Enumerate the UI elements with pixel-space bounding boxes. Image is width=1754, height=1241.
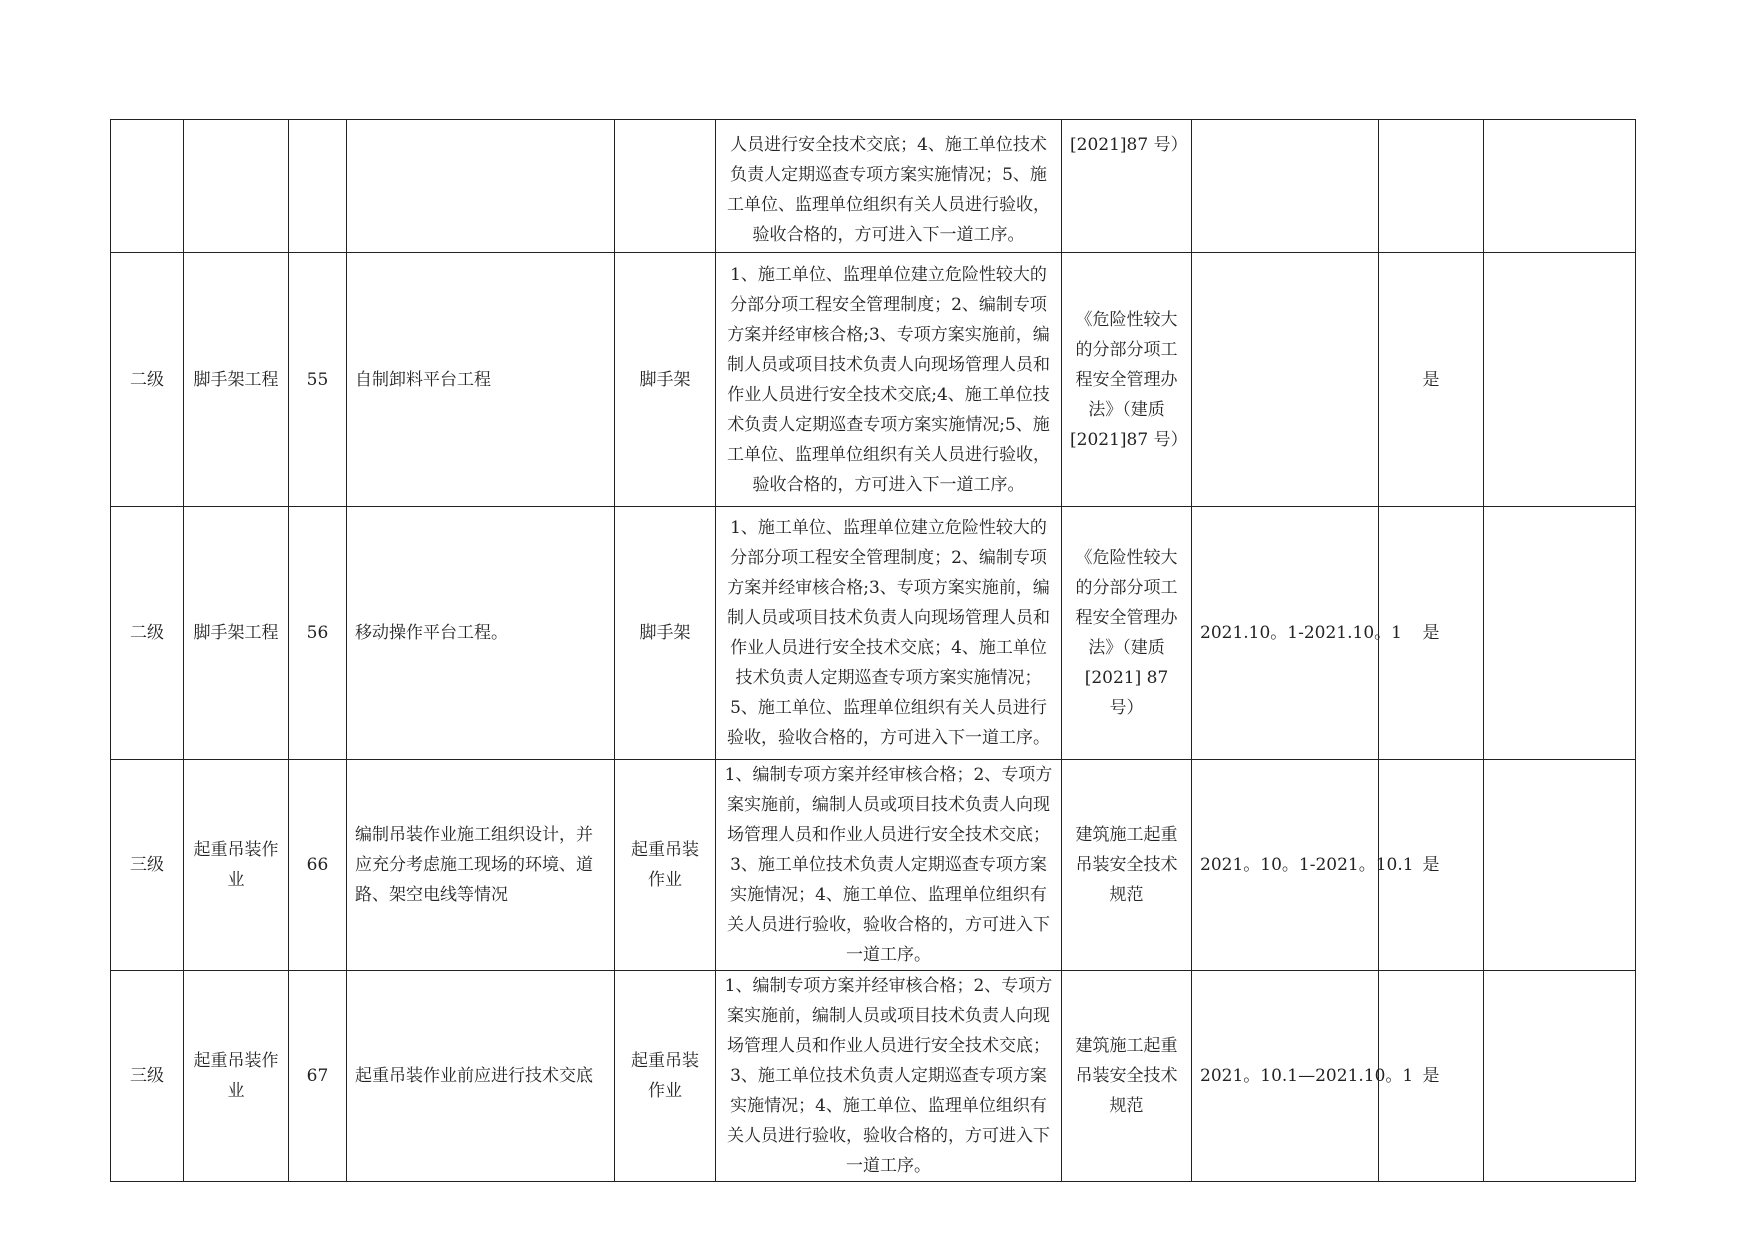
number-cell (289, 120, 347, 253)
flag-cell: 是 (1379, 507, 1484, 760)
item-cell: 移动操作平台工程。 (347, 507, 615, 760)
item-cell: 编制吊装作业施工组织设计，并应充分考虑施工现场的环境、道路、架空电线等情况 (347, 760, 615, 971)
level-cell (111, 120, 184, 253)
category-cell: 脚手架工程 (184, 507, 289, 760)
basis-cell: [2021]87 号） (1062, 120, 1192, 253)
item-cell (347, 120, 615, 253)
measures-cell: 1、施工单位、监理单位建立危险性较大的分部分项工程安全管理制度；2、编制专项方案并经审核合格;3、专项方案实施前，编制人员或项目技术负责人向现场管理人员和作业人员进行安全技术交底；4、施工单位技术负责人定期巡查专项方案实施情况；5、施工单位、监理单位组织有关人员进行验收，验收合格的，方可进入下一道工序。 (716, 507, 1062, 760)
category-cell: 脚手架工程 (184, 253, 289, 507)
basis-cell: 《危险性较大的分部分项工程安全管理办法》（建质[2021]87 号） (1062, 253, 1192, 507)
place-cell: 起重吊装作业 (615, 760, 716, 971)
hazard-control-table (110, 119, 1636, 1182)
category-cell: 起重吊装作业 (184, 760, 289, 971)
measures-cell: 1、编制专项方案并经审核合格；2、专项方案实施前，编制人员或项目技术负责人向现场管理人员和作业人员进行安全技术交底；3、施工单位技术负责人定期巡查专项方案实施情况；4、施工单位、监理单位组织有关人员进行验收，验收合格的，方可进入下一道工序。 (716, 971, 1062, 1182)
table-row (111, 971, 1636, 1182)
flag-cell: 是 (1379, 971, 1484, 1182)
remark-cell (1484, 507, 1636, 760)
number-cell: 56 (289, 507, 347, 760)
basis-cell: 《危险性较大的分部分项工程安全管理办法》（建质[2021] 87 号） (1062, 507, 1192, 760)
remark-cell (1484, 971, 1636, 1182)
basis-cell: 建筑施工起重吊装安全技术规范 (1062, 760, 1192, 971)
measures-cell: 1、施工单位、监理单位建立危险性较大的分部分项工程安全管理制度；2、编制专项方案并经审核合格;3、专项方案实施前，编制人员或项目技术负责人向现场管理人员和作业人员进行安全技术交底;4、施工单位技术负责人定期巡查专项方案实施情况;5、施工单位、监理单位组织有关人员进行验收，验收合格的，方可进入下一道工序。 (716, 253, 1062, 507)
category-cell: 起重吊装作业 (184, 971, 289, 1182)
flag-cell: 是 (1379, 760, 1484, 971)
item-cell: 起重吊装作业前应进行技术交底 (347, 971, 615, 1182)
period-cell: 2021。10。1-2021。10.1 (1192, 760, 1379, 971)
period-cell: 2021。10.1—2021.10。1 (1192, 971, 1379, 1182)
measures-cell: 人员进行安全技术交底；4、施工单位技术负责人定期巡查专项方案实施情况；5、施工单位、监理单位组织有关人员进行验收，验收合格的，方可进入下一道工序。 (716, 120, 1062, 253)
table-row (111, 253, 1636, 507)
category-cell (184, 120, 289, 253)
place-cell: 脚手架 (615, 507, 716, 760)
flag-cell: 是 (1379, 253, 1484, 507)
table-row (111, 120, 1636, 253)
place-cell: 起重吊装作业 (615, 971, 716, 1182)
period-cell: 2021.10。1-2021.10。1 (1192, 507, 1379, 760)
item-cell: 自制卸料平台工程 (347, 253, 615, 507)
level-cell: 二级 (111, 253, 184, 507)
period-cell (1192, 120, 1379, 253)
place-cell: 脚手架 (615, 253, 716, 507)
table-row (111, 507, 1636, 760)
number-cell: 55 (289, 253, 347, 507)
remark-cell (1484, 253, 1636, 507)
flag-cell (1379, 120, 1484, 253)
remark-cell (1484, 120, 1636, 253)
level-cell: 三级 (111, 971, 184, 1182)
measures-cell: 1、编制专项方案并经审核合格；2、专项方案实施前，编制人员或项目技术负责人向现场管理人员和作业人员进行安全技术交底；3、施工单位技术负责人定期巡查专项方案实施情况；4、施工单位、监理单位组织有关人员进行验收，验收合格的，方可进入下一道工序。 (716, 760, 1062, 971)
place-cell (615, 120, 716, 253)
number-cell: 66 (289, 760, 347, 971)
basis-cell: 建筑施工起重吊装安全技术规范 (1062, 971, 1192, 1182)
period-cell (1192, 253, 1379, 507)
level-cell: 三级 (111, 760, 184, 971)
remark-cell (1484, 760, 1636, 971)
level-cell: 二级 (111, 507, 184, 760)
table-row (111, 760, 1636, 971)
number-cell: 67 (289, 971, 347, 1182)
